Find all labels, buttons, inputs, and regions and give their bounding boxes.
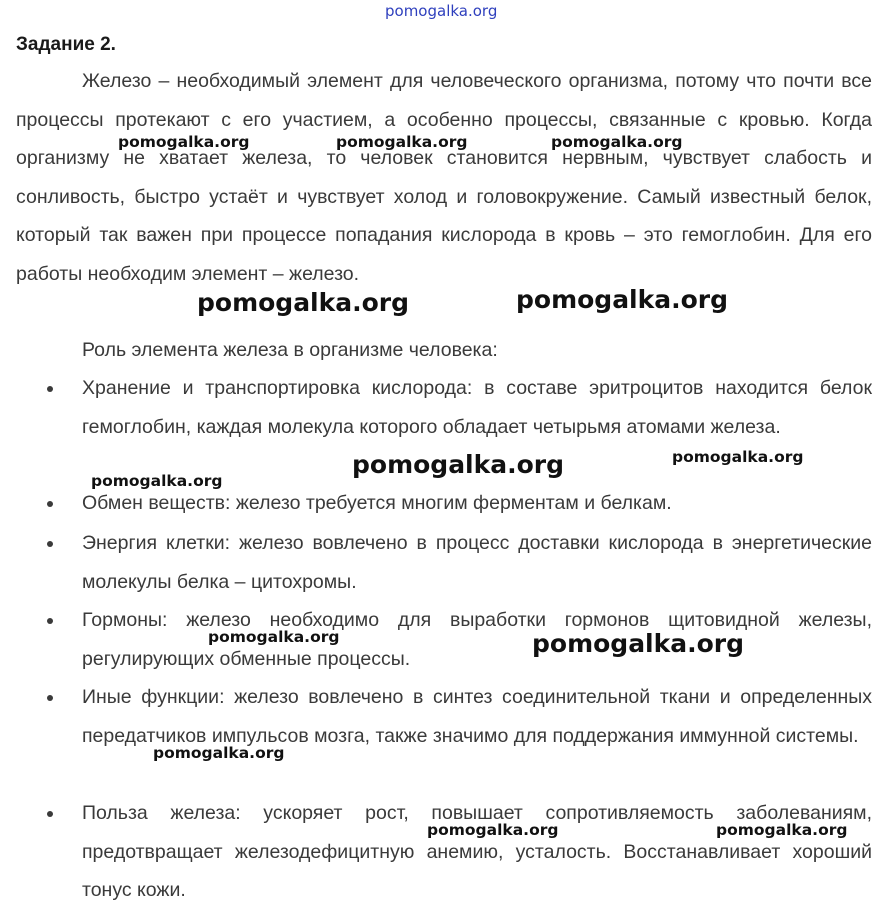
bullet-dot-icon [47,541,53,547]
watermark: pomogalka.org [208,628,340,646]
bullet-dot-icon [47,501,53,507]
top-watermark: pomogalka.org [385,2,498,20]
bullet-dot-icon [47,386,53,392]
watermark: pomogalka.org [197,288,410,317]
watermark: pomogalka.org [532,629,745,658]
watermark: pomogalka.org [118,133,250,151]
list-item-text: Энергия клетки: железо вовлечено в процесс доставки кислорода в энергетические молекулы белка – цитохромы. [82,532,872,593]
bullet-dot-icon [47,618,53,624]
task-heading: Задание 2. [16,34,116,55]
watermark: pomogalka.org [716,821,848,839]
watermark: pomogalka.org [91,472,223,490]
watermark: pomogalka.org [336,133,468,151]
intro-paragraph: Железо – необходимый элемент для человеческого организма, потому что почти все процессы протекают с его участием, а особенно процессы, связанные с кровью. Когда организму не хватает железа, то человек становится нервным, чувствует слабость и сонливость, быстро устаёт и чувствует холод и головокружение. Самый известный белок, который так важен при процессе попадания кислорода в кровь – это гемоглобин. Для его работы необходим элемент – железо. [16,70,872,285]
watermark: pomogalka.org [516,285,729,314]
list-item-text: Хранение и транспортировка кислорода: в составе эритроцитов находится белок гемоглобин, каждая молекула которого обладает четырьмя атомами железа. [82,377,872,438]
watermark: pomogalka.org [153,744,285,762]
bullet-dot-icon [47,695,53,701]
watermark: pomogalka.org [352,450,565,479]
watermark: pomogalka.org [672,448,804,466]
list-item-text: Польза железа: ускоряет рост, повышает сопротивляемость заболеваниям, предотвращает железодефицитную анемию, усталость. Восстанавливает хороший тонус кожи. [82,802,872,901]
list-item-text: Гормоны: железо необходимо для выработки гормонов щитовидной железы, регулирующих обменные процессы. [82,609,872,670]
bullet-dot-icon [47,811,53,817]
list-item-text: Иные функции: железо вовлечено в синтез соединительной ткани и определенных передатчиков импульсов мозга, также значимо для поддержания иммунной системы. [82,686,872,747]
watermark: pomogalka.org [427,821,559,839]
role-title: Роль элемента железа в организме человека: [82,339,498,361]
list-item-text: Обмен веществ: железо требуется многим ферментам и белкам. [82,492,672,514]
watermark: pomogalka.org [551,133,683,151]
